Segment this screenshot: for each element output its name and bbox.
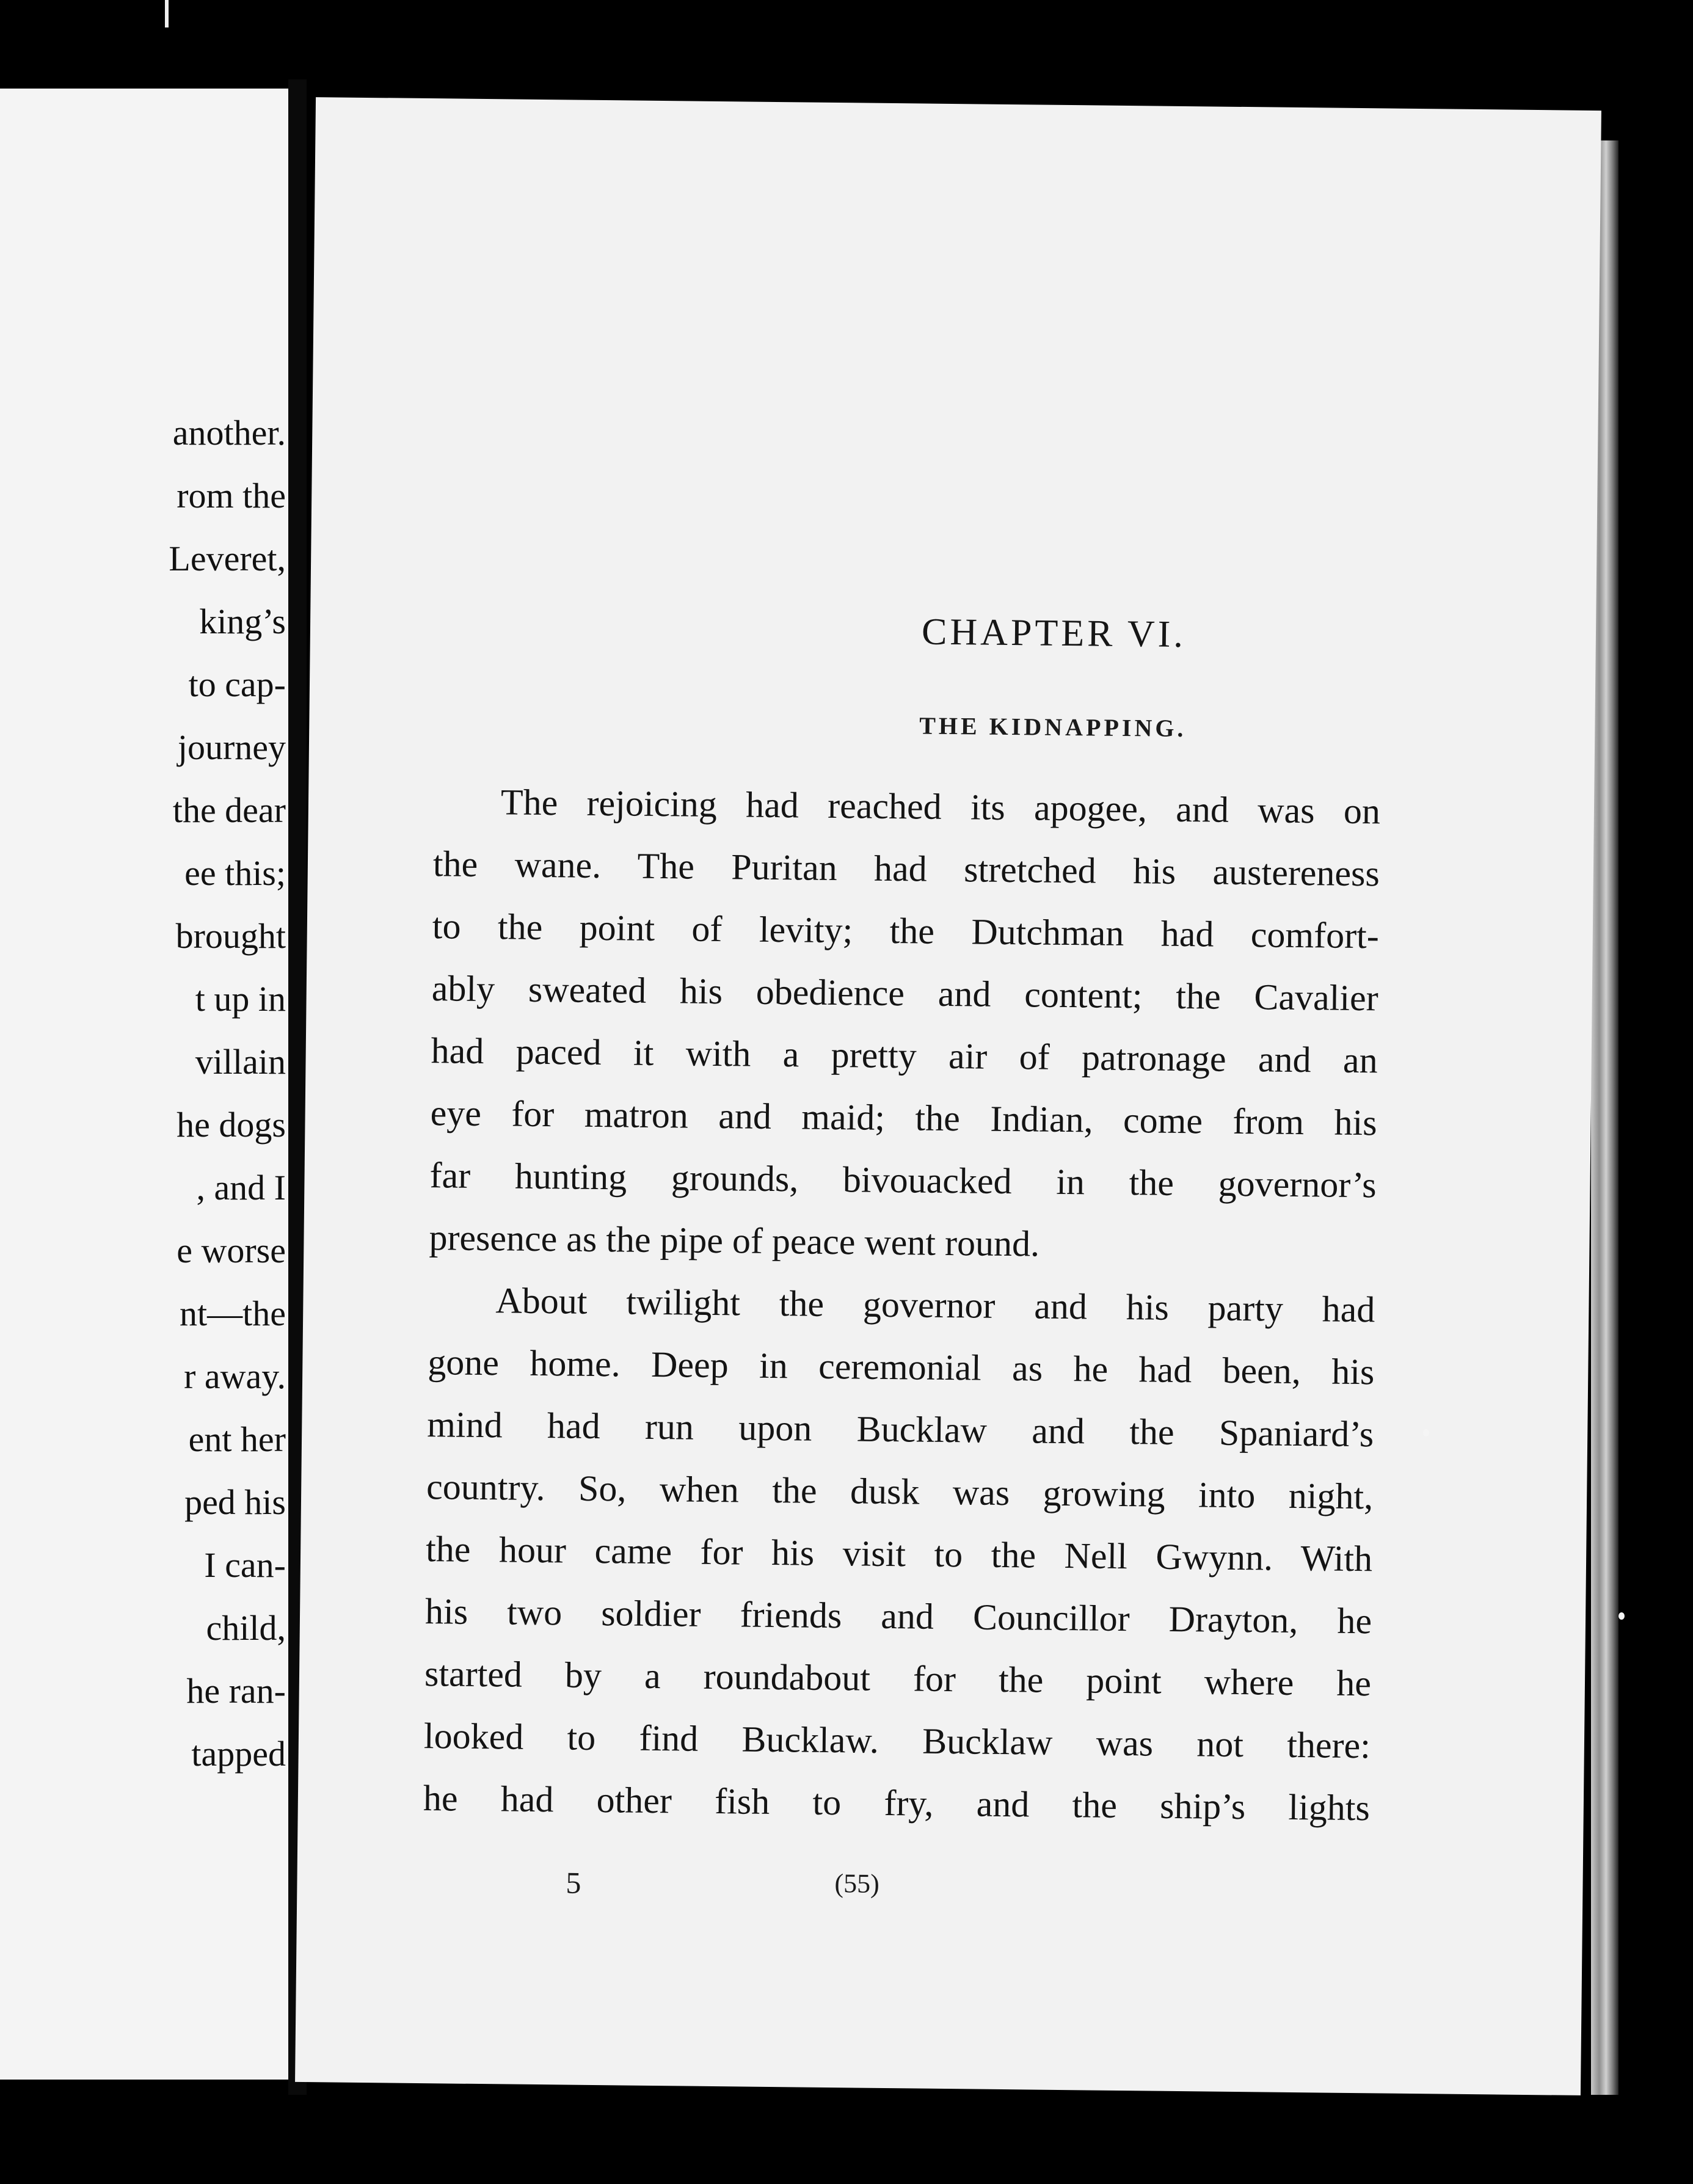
left-line: tapped	[191, 1734, 286, 1774]
chapter-heading: CHAPTER VI.	[921, 611, 1187, 656]
text-line: eye for matron and maid; the Indian, come from his	[430, 1093, 1377, 1143]
left-line: , and I	[196, 1168, 286, 1207]
left-line: ent her	[188, 1419, 286, 1459]
dust-speck	[1618, 1612, 1625, 1620]
page-number: (55)	[834, 1868, 880, 1899]
signature-mark: 5	[566, 1865, 581, 1900]
left-line: I can-	[204, 1545, 286, 1585]
text-line: started by a roundabout for the point where he	[424, 1653, 1372, 1704]
left-line: the dear	[172, 790, 286, 830]
left-line: he dogs	[177, 1105, 286, 1145]
left-line: journey	[177, 727, 286, 767]
left-line: rom the	[177, 476, 286, 515]
text-line: mind had run upon Bucklaw and the Spaniard’s	[426, 1404, 1374, 1455]
text-line: looked to find Bucklaw. Bucklaw was not there:	[423, 1716, 1371, 1766]
left-line: Leveret,	[169, 539, 286, 578]
right-page	[295, 97, 1601, 2095]
left-page-text	[0, 412, 287, 1796]
text-line: far hunting grounds, bivouacked in the governor’s	[429, 1155, 1377, 1206]
text-line: the wane. The Puritan had stretched his austereness	[432, 843, 1380, 894]
left-line: he ran-	[186, 1671, 286, 1711]
left-line: t up in	[195, 979, 286, 1019]
text-line: The rejoicing had reached its apogee, and was on	[500, 782, 1381, 832]
left-line: e worse	[177, 1231, 286, 1270]
text-line: About twilight the governor and his party had	[495, 1280, 1375, 1330]
text-line: the hour came for his visit to the Nell Gwynn. With	[425, 1529, 1373, 1579]
body-text	[423, 770, 1380, 1839]
text-line: his two soldier friends and Councillor Drayton, he	[424, 1591, 1372, 1642]
left-line: villain	[195, 1042, 286, 1082]
left-line: ee this;	[184, 853, 286, 893]
text-line: presence as the pipe of peace went round.	[429, 1217, 1040, 1264]
dust-speck	[1423, 1429, 1429, 1436]
text-line: he had other fish to fry, and the ship’s lights	[423, 1778, 1371, 1829]
text-line: ably sweated his obedience and content; the Cavalier	[431, 968, 1379, 1019]
left-line: r away.	[184, 1356, 286, 1396]
left-line: brought	[175, 916, 286, 956]
text-line: gone home. Deep in ceremonial as he had been, his	[428, 1342, 1375, 1392]
left-line: king’s	[199, 602, 286, 641]
text-line: country. So, when the dusk was growing into night,	[426, 1466, 1374, 1517]
left-line: nt—the	[180, 1294, 286, 1333]
text-line: to the point of levity; the Dutchman had comfort-	[432, 906, 1380, 956]
left-line: to cap-	[188, 664, 286, 704]
text-line: had paced it with a pretty air of patronage and an	[431, 1030, 1378, 1081]
left-page	[0, 89, 292, 2080]
left-line: child,	[206, 1608, 286, 1648]
left-line: ped his	[184, 1482, 286, 1522]
chapter-title: THE KIDNAPPING.	[919, 712, 1187, 743]
scan-mark	[165, 0, 169, 27]
left-line: another.	[172, 413, 286, 453]
